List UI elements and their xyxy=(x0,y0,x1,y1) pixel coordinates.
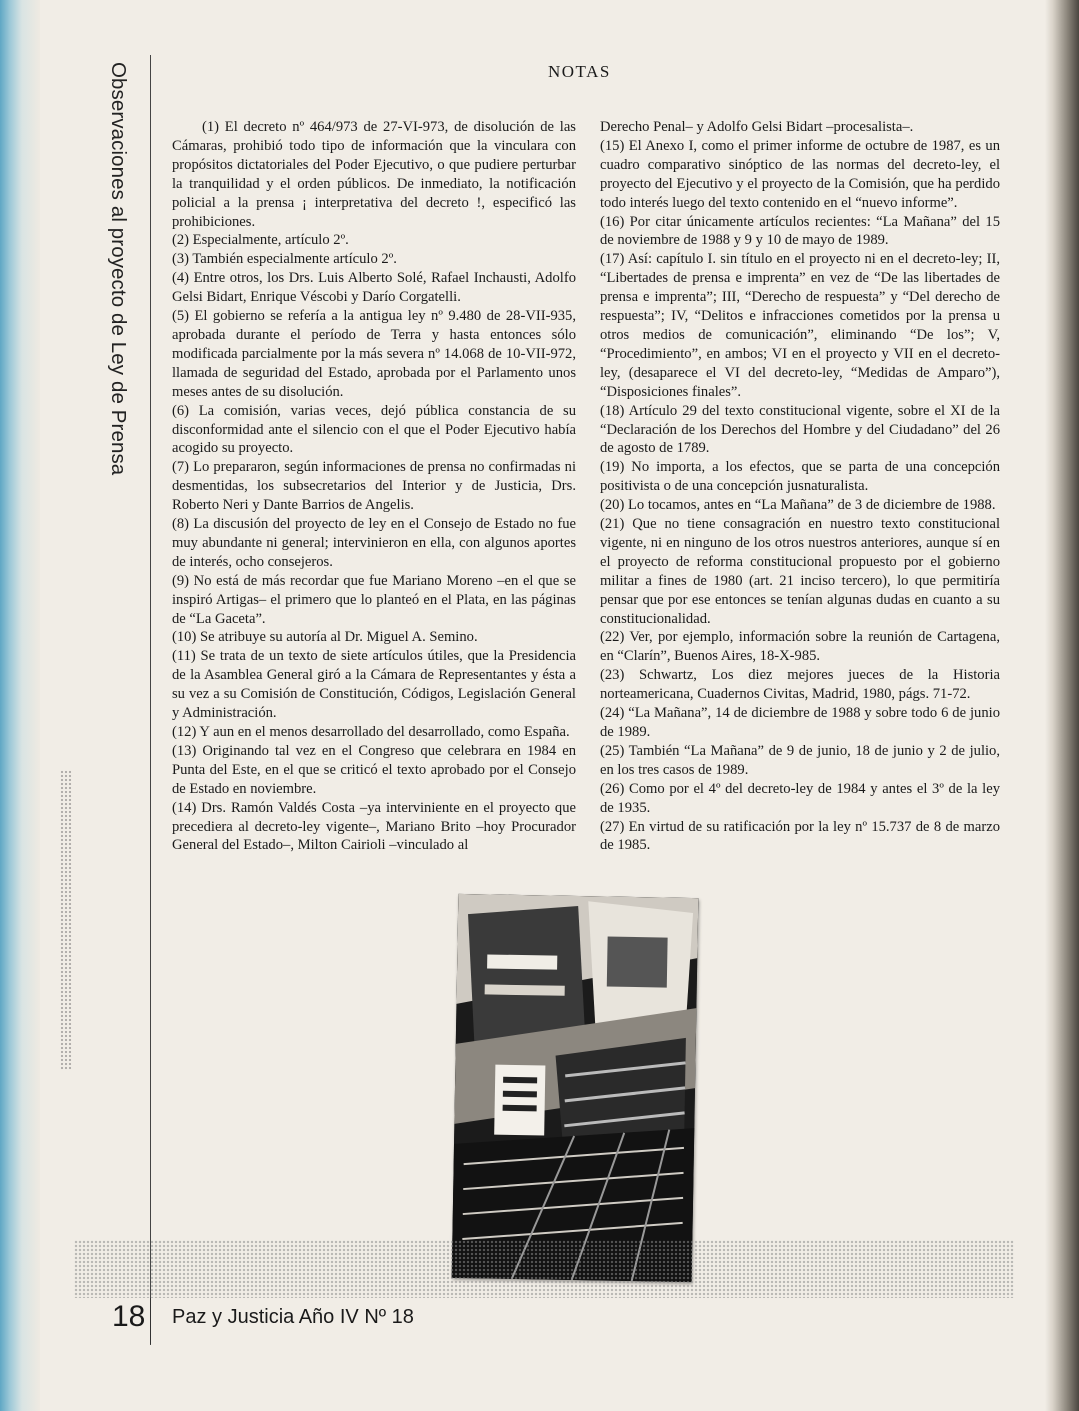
note: (23) Schwartz, Los diez mejores jueces de la Historia norteamericana, Cuadernos Civitas, Madrid, 1980, págs. 71-72. xyxy=(600,667,1000,703)
printing-press-photo xyxy=(452,894,699,1282)
note: (26) Como por el 4º del decreto-ley de 1984 y antes el 3º de la ley de 1935. xyxy=(600,780,1000,816)
note: (27) En virtud de su ratificación por la ley nº 15.737 de 8 de marzo de 1985. xyxy=(600,818,1000,854)
note: Derecho Penal– y Adolfo Gelsi Bidart –procesalista–. xyxy=(600,119,914,135)
page-edge xyxy=(0,0,40,1411)
vertical-title-text: Observaciones al proyecto de Ley de Prensa xyxy=(107,62,130,476)
note: (20) Lo tocamos, antes en “La Mañana” de 3 de diciembre de 1988. xyxy=(600,497,996,514)
note: (9) No está de más recordar que fue Mariano Moreno –en el que se inspiró Artigas– el primero que lo planteó en el Plata, en las páginas de “La Gaceta”. xyxy=(172,572,576,627)
publication-name: Paz y Justicia Año IV Nº 18 xyxy=(172,1306,414,1328)
note: (21) Que no tiene consagración en nuestro texto constitucional vigente, ni en ninguno de los otros nuestros anteriores, aunque sí en el proyecto de reforma constitucional propuesto por el gobierno militar a fines de 1980 (art. 21 inciso tercero), lo que permitiría pensar que por ese entonces se tenían algunas dudas en cuanto a su constitucionalidad. xyxy=(600,516,1000,627)
footer-dot-band xyxy=(74,1240,1014,1298)
note: (22) Ver, por ejemplo, información sobre la reunión de Cartagena, en “Clarín”, Buenos Aires, 18-X-985. xyxy=(600,629,1000,665)
note: (4) Entre otros, los Drs. Luis Alberto Solé, Rafael Inchausti, Adolfo Gelsi Bidart, Enrique Véscobi y Darío Corgatelli. xyxy=(172,270,576,306)
dot-pattern-strip xyxy=(60,770,72,1070)
notes-column-left xyxy=(172,118,576,855)
note: (8) La discusión del proyecto de ley en el Consejo de Estado no fue muy abundante ni general; intervinieron en ella, con algunos aportes de interés, ocho consejeros. xyxy=(172,516,576,570)
footer-rule xyxy=(150,1298,151,1344)
note: (12) Y aun en el menos desarrollado del desarrollado, como España. xyxy=(172,724,570,740)
binding-shadow xyxy=(1045,0,1079,1411)
note: (17) Así: capítulo I. sin título en el proyecto ni en el decreto-ley; II, “Libertades de prensa e imprenta” en vez de “De las libertades de prensa e imprenta”; III, “Derecho de respuesta” y “Del derecho de respuesta”; IV, “Delitos e infracciones cometidos por la prensa u otros medios de comunicación”, eliminando “De los”; V, “Procedimiento”, en ambos; VI en el proyecto y VII en el decreto-ley, (desaparece el VI del decreto-ley, “Medidas de Amparo”), “Disposiciones finales”. xyxy=(600,251,1000,400)
note: (3) También especialmente artículo 2º. xyxy=(172,251,397,268)
note: (19) No importa, a los efectos, que se parta de una concepción positivista o de una concepción jusnaturalista. xyxy=(600,459,1000,495)
note: (7) Lo prepararon, según informaciones de prensa no confirmadas ni desmentidas, los subsecretarios del Interior y de Justicia, Drs. Roberto Neri y Dante Barrios de Angelis. xyxy=(172,459,576,514)
margin-rule xyxy=(150,55,151,1345)
notes-heading: NOTAS xyxy=(548,62,611,81)
page-number: 18 xyxy=(112,1300,146,1333)
note: (18) Artículo 29 del texto constitucional vigente, sobre el XI de la “Declaración de los Derechos del Hombre y del Ciudadano” del 26 de agosto de 1789. xyxy=(600,402,1000,457)
note: (10) Se atribuye su autoría al Dr. Miguel A. Semino. xyxy=(172,629,478,646)
note: (16) Por citar únicamente artículos recientes: “La Mañana” del 15 de noviembre de 1988 y 9 y 10 de mayo de 1989. xyxy=(600,213,1000,249)
vertical-section-title xyxy=(86,62,146,522)
note: (14) Drs. Ramón Valdés Costa –ya interviniente en el proyecto que precediera al decreto-ley vigente–, Mariano Brito –hoy Procurador General del Estado–, Milton Cairioli –vinculado al xyxy=(172,799,576,854)
note: (1) El decreto nº 464/973 de 27-VI-973, de disolución de las Cámaras, prohibió todo tipo de información que la vinculara con propósitos dictatoriales del Poder Ejecutivo, o que pudiere perturbar la tranquilidad y el orden públicos. De inmediato, la notificación policial a la prensa ¡ interpretativa del decreto !, especificó las prohibiciones. xyxy=(172,119,576,230)
note: (25) También “La Mañana” de 9 de junio, 18 de junio y 2 de julio, en los tres casos de 1989. xyxy=(600,742,1000,778)
note: (15) El Anexo I, como el primer informe de octubre de 1987, es un cuadro comparativo sinóptico de las normas del decreto-ley, el proyecto del Ejecutivo y el proyecto de la Comisión, que ha perdido todo interés luego del texto contenido en el “nuevo informe”. xyxy=(600,137,1000,211)
note: (11) Se trata de un texto de siete artículos útiles, que la Presidencia de la Asamblea General giró a la Cámara de Representantes y ésta a su vez a su Comisión de Constitución, Códigos, Legislación General y Administración. xyxy=(172,648,576,722)
note: (2) Especialmente, artículo 2º. xyxy=(172,232,349,249)
note: (24) “La Mañana”, 14 de diciembre de 1988 y sobre todo 6 de junio de 1989. xyxy=(600,705,1000,740)
note: (13) Originando tal vez en el Congreso que celebrara en 1984 en Punta del Este, en el que se criticó el texto aprobado por el Consejo de Estado en noviembre. xyxy=(172,742,576,797)
note: (6) La comisión, varias veces, dejó pública constancia de su disconformidad ante el silencio con el que el Poder Ejecutivo había acogido su proyecto. xyxy=(172,402,576,457)
notes-column-right xyxy=(600,118,1000,855)
note: (5) El gobierno se refería a la antigua ley nº 9.480 de 28-VII-935, aprobada durante el período de Terra y hasta entonces sólo modificada parcialmente por la más severa nº 14.068 de 10-VII-972, llamada de seguridad del Estado, aprobada por el Parlamento unos meses antes de su disolución. xyxy=(172,308,576,400)
photo-illustration xyxy=(452,894,699,1282)
